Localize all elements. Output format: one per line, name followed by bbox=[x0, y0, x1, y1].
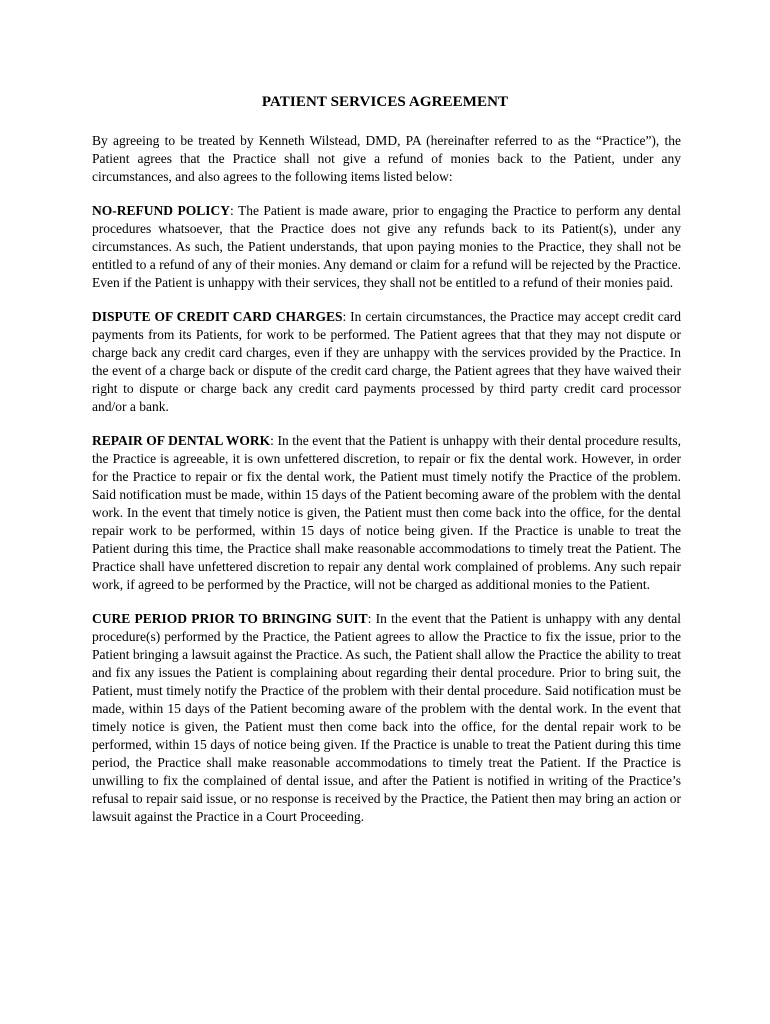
section-heading: NO-REFUND POLICY bbox=[92, 203, 230, 218]
document-title: PATIENT SERVICES AGREEMENT bbox=[261, 94, 509, 110]
section-heading: REPAIR OF DENTAL WORK bbox=[92, 433, 271, 448]
section-text: : In the event that the Patient is unhappy with their dental procedure results, the Practice is agreeable, it is own unfettered discretion, to repair or fix the dental work. However, in order for the Practice to repair or fix the dental work, the Patient must timely notify the Practice of the problem. Said notification must be made, within 15 days of the Patient becoming aware of the problem with the dental work. In the event that timely notice is given, the Patient must then come back into the office, for the dental repair work to be performed, within 15 days of notice being given. If the Practice is unable to treat the Patient during this time, the Practice shall make reasonable accommodations to timely treat the Patient. The Practice shall have unfettered discretion to repair any dental work complained of problems. Any such repair work, if agreed to be performed by the Practice, will not be charged as additional monies to the Patient. bbox=[92, 433, 681, 592]
section-no-refund-policy bbox=[92, 202, 681, 292]
section-cure-period bbox=[92, 610, 681, 826]
section-repair-dental-work bbox=[92, 432, 681, 594]
section-text: : In the event that the Patient is unhappy with any dental procedure(s) performed by the Practice, the Patient agrees to allow the Practice to fix the issue, prior to the Patient bringing a lawsuit against the Practice. As such, the Patient shall allow the Practice the ability to treat and fix any issues the Patient is complaining about regarding their dental procedure. Prior to bring suit, the Patient, must timely notify the Practice of the problem with their dental procedure. Said notification must be made, within 15 days of the Patient becoming aware of the problem with the dental work. In the event that timely notice is given, the Patient must then come back into the office, for the dental repair work to be performed, within 15 days of notice being given. If the Practice is unable to treat the Patient during this time period, the Practice shall make reasonable accommodations to timely treat the Patient. If the Practice is unwilling to fix the complained of dental issue, and after the Patient is notified in writing of the Practice’s refusal to repair said issue, or no response is received by the Practice, the Patient then may bring an action or lawsuit against the Practice in a Court Proceeding. bbox=[92, 611, 681, 824]
section-text: : The Patient is made aware, prior to engaging the Practice to perform any dental procedures whatsoever, that the Practice does not give any refunds back to its Patient(s), under any circumstances. As such, the Patient understands, that upon paying monies to the Practice, they shall not be entitled to a refund of any of their monies. Any demand or claim for a refund will be rejected by the Practice. Even if the Patient is unhappy with their services, they shall not be entitled to a refund of their monies paid. bbox=[92, 203, 681, 290]
section-heading: DISPUTE OF CREDIT CARD CHARGES bbox=[92, 309, 343, 324]
section-dispute-credit-card bbox=[92, 308, 681, 416]
intro-paragraph: By agreeing to be treated by Kenneth Wilstead, DMD, PA (hereinafter referred to as the “Practice”), the Patient agrees that the Practice shall not give a refund of monies back to the Patient, under any circumstances, and also agrees to the following items listed below: bbox=[92, 133, 681, 184]
section-heading: CURE PERIOD PRIOR TO BRINGING SUIT bbox=[92, 611, 368, 626]
document-body bbox=[92, 132, 681, 842]
section-text: : In certain circumstances, the Practice may accept credit card payments from its Patients, for work to be performed. The Patient agrees that that they may not dispute or charge back any credit card charges, even if they are unhappy with the services provided by the Practice. In the event of a charge back or dispute of the credit card charge, the Patient agrees that they have waived their right to dispute or charge back any credit card payments processed by third party credit card processor and/or a bank. bbox=[92, 309, 681, 414]
